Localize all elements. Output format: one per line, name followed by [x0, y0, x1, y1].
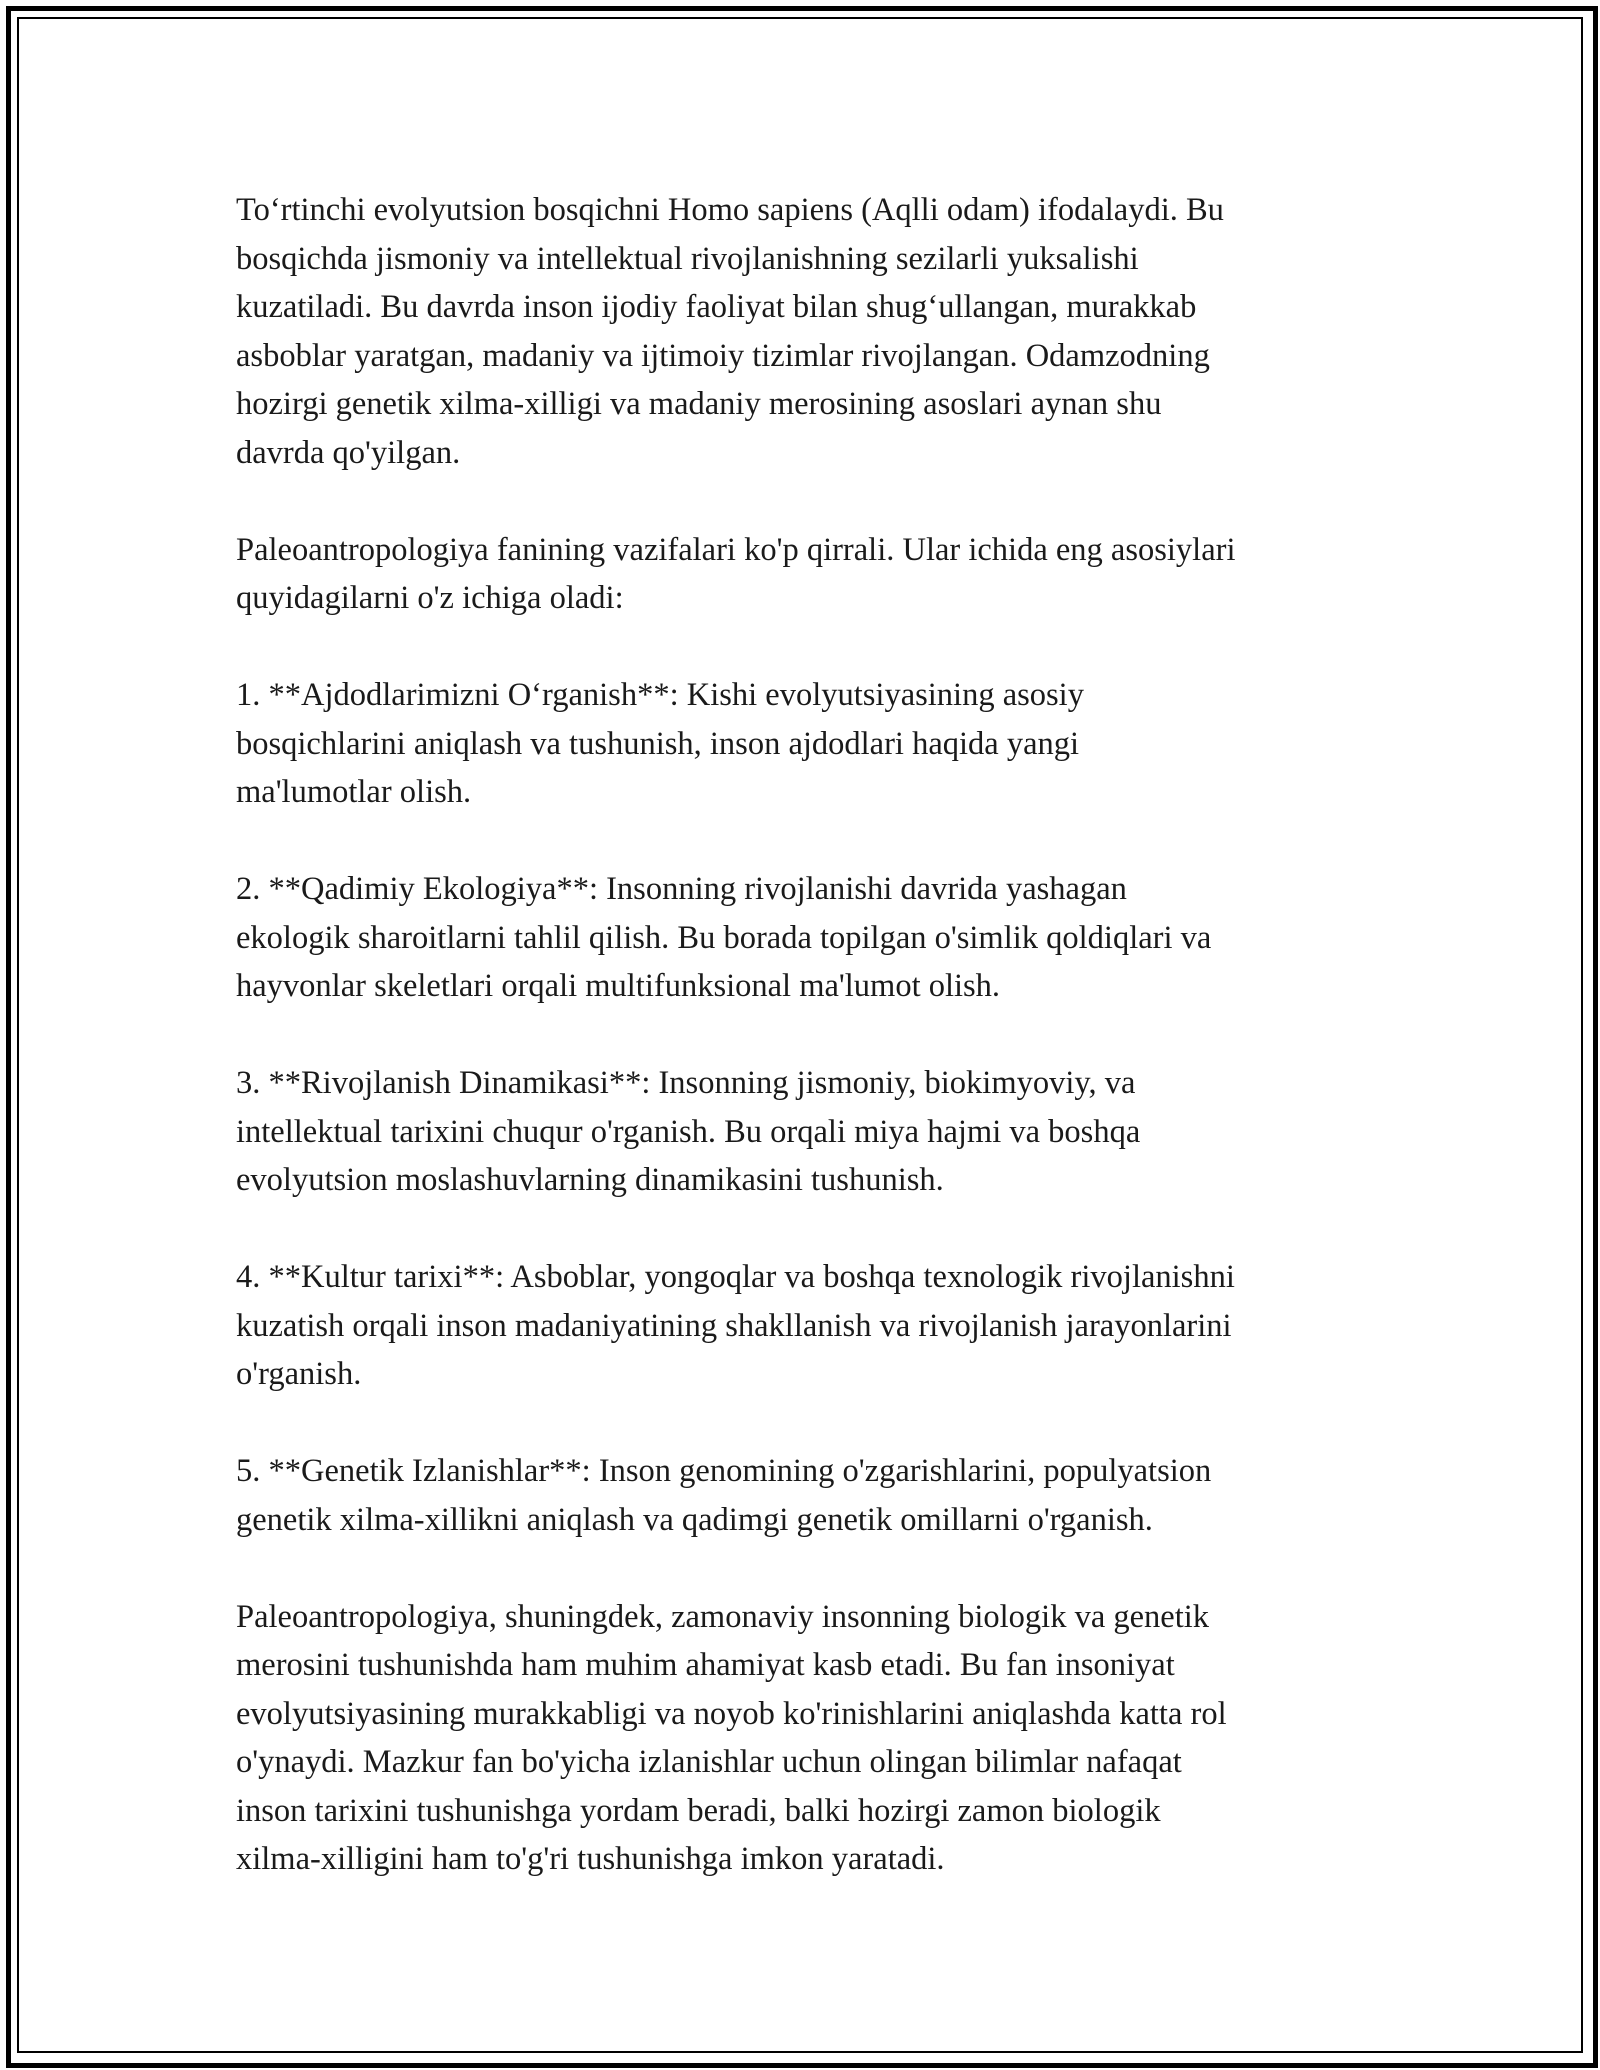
list-item-ecology: 2. **Qadimiy Ekologiya**: Insonning rivojlanishi davrida yashagan ekologik sharoitlarni tahlil qilish. Bu borada topilgan o'simlik qoldiqlari va hayvonlar skeletlari orqali multifunksional ma'lumot olish.: [236, 871, 1212, 1004]
list-item-dynamics: 3. **Rivojlanish Dinamikasi**: Insonning jismoniy, biokimyoviy, va intellektual tarixini chuqur o'rganish. Bu orqali miya hajmi va boshqa evolyutsion moslashuvlarning dinamikasini tushunish.: [236, 1065, 1141, 1198]
list-item-genetics: 5. **Genetik Izlanishlar**: Inson genomining o'zgarishlarini, populyatsion genetik xilma-xillikni aniqlash va qadimgi genetik omillarni o'rganish.: [236, 1453, 1212, 1538]
paragraph-homo-sapiens: To‘rtinchi evolyutsion bosqichni Homo sapiens (Aqlli odam) ifodalaydi. Bu bosqichda jismoniy va intellektual rivojlanishning sezilarli yuksalishi kuzatiladi. Bu davrda inson ijodiy faoliyat bilan shug‘ullangan, murakkab asboblar yaratgan, madaniy va ijtimoiy tizimlar rivojlangan. Odamzodning hozirgi genetik xilma-xilligi va madaniy merosining asoslari aynan shu davrda qo'yilgan.: [236, 192, 1224, 471]
list-item-ancestors: 1. **Ajdodlarimizni O‘rganish**: Kishi evolyutsiyasining asosiy bosqichlarini aniqlash va tushunish, inson ajdodlari haqida yangi ma'lumotlar olish.: [236, 677, 1084, 810]
paragraph-conclusion: Paleoantropologiya, shuningdek, zamonaviy insonning biologik va genetik merosini tushunishda ham muhim ahamiyat kasb etadi. Bu fan insoniyat evolyutsiyasining murakkabligi va noyob ko'rinishlarini aniqlashda katta rol o'ynaydi. Mazkur fan bo'yicha izlanishlar uchun olingan bilimlar nafaqat inson tarixini tushunishga yordam beradi, balki hozirgi zamon biologik xilma-xilligini ham to'g'ri tushunishga imkon yaratadi.: [236, 1598, 1227, 1877]
document-body: [236, 186, 1376, 1884]
list-item-culture: 4. **Kultur tarixi**: Asboblar, yongoqlar va boshqa texnologik rivojlanishni kuzatish orqali inson madaniyatining shakllanish va rivojlanish jarayonlarini o'rganish.: [236, 1259, 1235, 1392]
paragraph-tasks-intro: Paleoantropologiya fanining vazifalari ko'p qirrali. Ular ichida eng asosiylari quyidagilarni o'z ichiga oladi:: [236, 531, 1236, 616]
